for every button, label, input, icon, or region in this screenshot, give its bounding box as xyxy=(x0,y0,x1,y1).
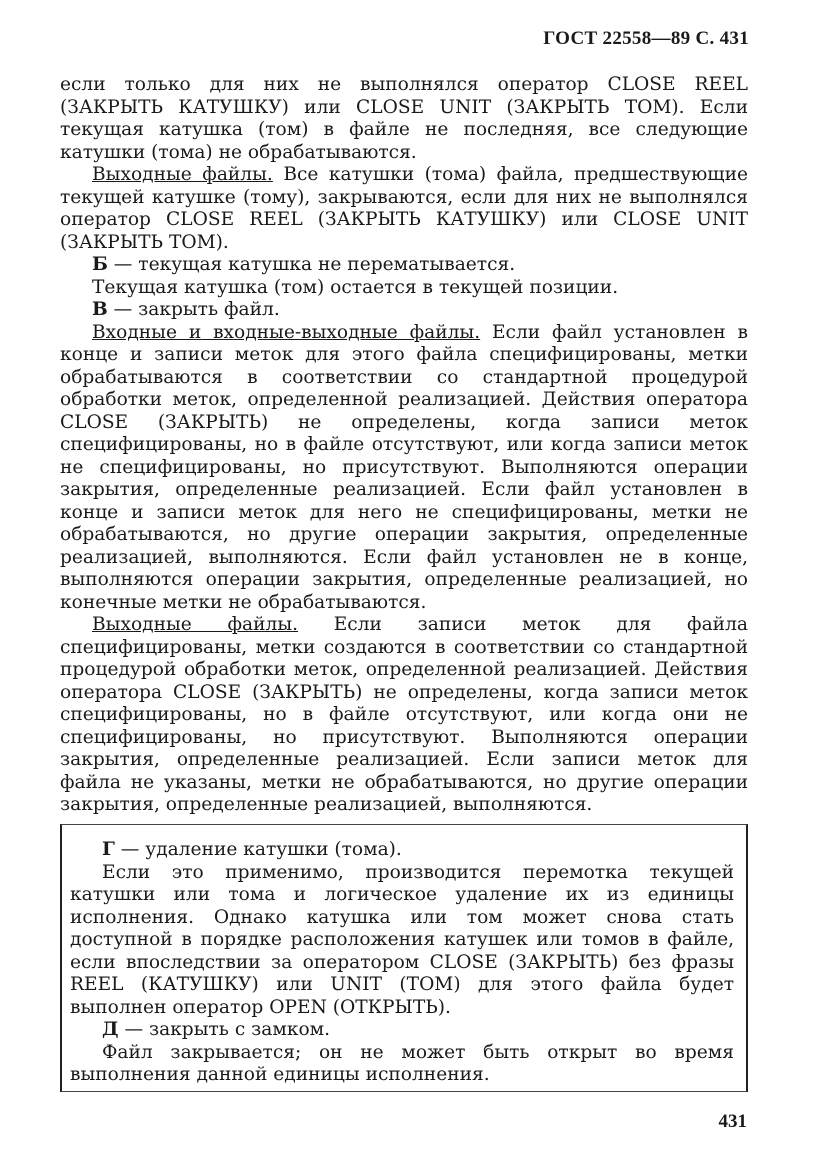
item-g xyxy=(70,839,734,862)
item-text: — закрыть файл. xyxy=(107,299,280,320)
boxed-text xyxy=(70,839,734,1087)
subheading-output-files: Выходные файлы. xyxy=(92,614,299,635)
subheading-input-files: Входные и входные-выходные файлы. xyxy=(92,321,481,343)
item-label: В xyxy=(92,299,108,320)
item-v xyxy=(60,299,748,322)
paragraph-output-files xyxy=(60,164,748,254)
page-number: 431 xyxy=(718,1111,747,1132)
item-text: — текущая катушка не перематывается. xyxy=(107,254,516,275)
main-text xyxy=(60,74,748,817)
item-label: Б xyxy=(92,254,108,275)
item-b xyxy=(60,254,748,277)
subheading-output-files: Выходные файлы. xyxy=(92,164,273,185)
boxed-section xyxy=(60,824,748,1092)
paragraph-text: Если записи меток для файла специфицированы, метки создаются в соответствии со стандартной процедурой обработки меток, определенной реализацией. Действия оператора CLOSE (ЗАКРЫТЬ) не определены, когда записи меток специфицированы, но в файле отсутствуют, или когда они не специфицированы, но присутствуют. Выполняются операции закрытия, определенные реализацией. Если записи меток для файла не указаны, метки не обрабатываются, но другие операции закрытия, определенные реализацией, выполняются. xyxy=(60,614,748,815)
paragraph-output-files-2 xyxy=(60,614,748,817)
item-d xyxy=(70,1019,734,1042)
item-text: — закрыть с замком. xyxy=(118,1019,331,1040)
item-label: Д xyxy=(102,1019,119,1040)
item-text: — удаление катушки (тома). xyxy=(114,839,402,860)
paragraph-lock: Файл закрывается; он не может быть открыт во время выполнения данной единицы исполнения. xyxy=(70,1041,734,1085)
paragraph-input-files xyxy=(60,322,748,615)
paragraph-text: Все катушки (тома) файла, предшествующие текущей катушке (тому), закрываются, если для них не выполнялся оператор CLOSE REEL (ЗАКРЫТЬ КАТУШКУ) или CLOSE UNIT (ЗАКРЫТЬ ТОМ). xyxy=(60,164,748,253)
paragraph-continuation: если только для них не выполнялся оператор CLOSE REEL (ЗАКРЫТЬ КАТУШКУ) или CLOSE UNIT (ЗАКРЫТЬ ТОМ). Если текущая катушка (том) в файле не последняя, все следующие катушки (тома) не обрабатываются. xyxy=(60,74,748,163)
paragraph-text: Если файл установлен в конце и записи меток для этого файла специфицированы, метки обрабатываются в соответствии со стандартной процедурой обработки меток, определенной реализацией. Действия оператора CLOSE (ЗАКРЫТЬ) не определены, когда записи меток специфицированы, но в файле отсутствуют, или когда записи меток не специфицированы, но присутствуют. Выполняются операции закрытия, определенные реализацией. Если файл установлен в конце и записи меток для него не специфицированы, метки не обрабатываются, но другие операции закрытия, определенные реализацией, выполняются. Если файл установлен не в конце, выполняются операции закрытия, определенные реализацией, но конечные метки не обрабатываются. xyxy=(60,321,748,613)
item-label: Г xyxy=(102,839,115,860)
paragraph-current-position: Текущая катушка (том) остается в текущей позиции. xyxy=(92,276,619,298)
page-header: ГОСТ 22558—89 С. 431 xyxy=(543,28,749,49)
paragraph-reel-removal: Если это применимо, производится перемотка текущей катушки или тома и логическое удаление их из единицы исполнения. Однако катушка или том может снова стать доступной в порядке расположения катушек или томов в файле, если впоследствии за оператором CLOSE (ЗАКРЫТЬ) без фразы REEL (КАТУШКУ) или UNIT (ТОМ) для этого файла будет выполнен оператор OPEN (ОТКРЫТЬ). xyxy=(70,861,734,1018)
